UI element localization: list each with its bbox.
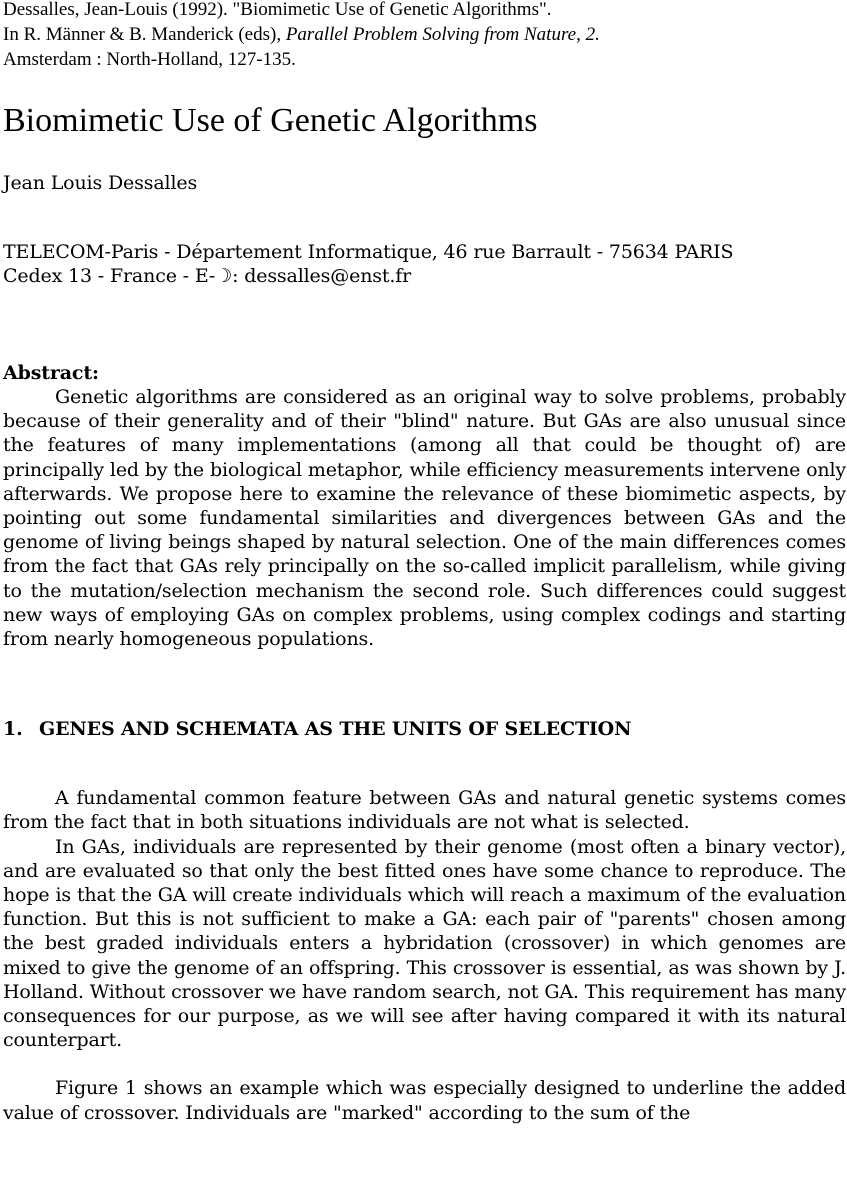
citation-editors: In R. Männer & B. Manderick (eds), bbox=[3, 24, 286, 45]
abstract-text: Genetic algorithms are considered as an original way to solve problems, probably because of their generality and of their "blind" nature. But GAs are also unusual since the features of many implementations (among all that could be thought of) are principally led by the biological metaphor, while efficiency measurements intervene only afterwards. We propose here to examine the relevance of these biomimetic aspects, by pointing out some fundamental similarities and divergences between GAs and the genome of living beings shaped by natural selection. One of the main differences comes from the fact that GAs rely principally on the so-called implicit parallelism, while giving to the mutation/selection mechanism the second role. Such differences could suggest new ways of employing GAs on complex problems, using complex codings and starting from nearly homogeneous populations. bbox=[3, 386, 846, 651]
citation-line-1: Dessalles, Jean-Louis (1992). "Biomimetic Use of Genetic Algorithms". bbox=[3, 0, 552, 20]
paper-title: Biomimetic Use of Genetic Algorithms bbox=[3, 102, 538, 139]
abstract-heading: Abstract: bbox=[3, 362, 99, 384]
email-address: : dessalles@enst.fr bbox=[232, 265, 412, 287]
affiliation-line-2 bbox=[3, 264, 846, 288]
citation-line-3: Amsterdam : North-Holland, 127-135. bbox=[3, 49, 296, 70]
phone-icon: ☽ bbox=[215, 265, 233, 287]
section-paragraph-3: Figure 1 shows an example which was especially designed to underline the added value of crossover. Individuals are "marked" according to the sum of the bbox=[3, 1077, 846, 1124]
citation-book-title: Parallel Problem Solving from Nature, 2. bbox=[285, 24, 600, 45]
paper-page bbox=[3, 0, 846, 1125]
affiliation-block bbox=[3, 240, 846, 288]
affiliation-line-1: TELECOM-Paris - Département Informatique, 46 rue Barrault - 75634 PARIS bbox=[3, 241, 734, 263]
citation-block bbox=[3, 0, 846, 72]
section-number: 1. bbox=[3, 718, 23, 741]
section-heading bbox=[3, 717, 846, 741]
author-name: Jean Louis Dessalles bbox=[3, 172, 198, 194]
citation-line-2 bbox=[3, 22, 846, 47]
affiliation-country: Cedex 13 - France - E- bbox=[3, 265, 216, 287]
section-paragraph-2: In GAs, individuals are represented by their genome (most often a binary vector), and are evaluated so that only the best fitted ones have some chance to reproduce. The hope is that the GA will create individuals which will reach a maximum of the evaluation function. But this is not sufficient to make a GA: each pair of "parents" chosen among the best graded individuals enters a hybridation (crossover) in which genomes are mixed to give the genome of an offspring. This crossover is essential, as was shown by J. Holland. Without crossover we have random search, not GA. This requirement has many consequences for our purpose, as we will see after having compared it with its natural counterpart. bbox=[3, 835, 846, 1052]
section-title: GENES AND SCHEMATA AS THE UNITS OF SELECTION bbox=[39, 718, 632, 741]
section-paragraph-1: A fundamental common feature between GAs and natural genetic systems comes from the fact that in both situations individuals are not what is selected. bbox=[3, 787, 846, 834]
